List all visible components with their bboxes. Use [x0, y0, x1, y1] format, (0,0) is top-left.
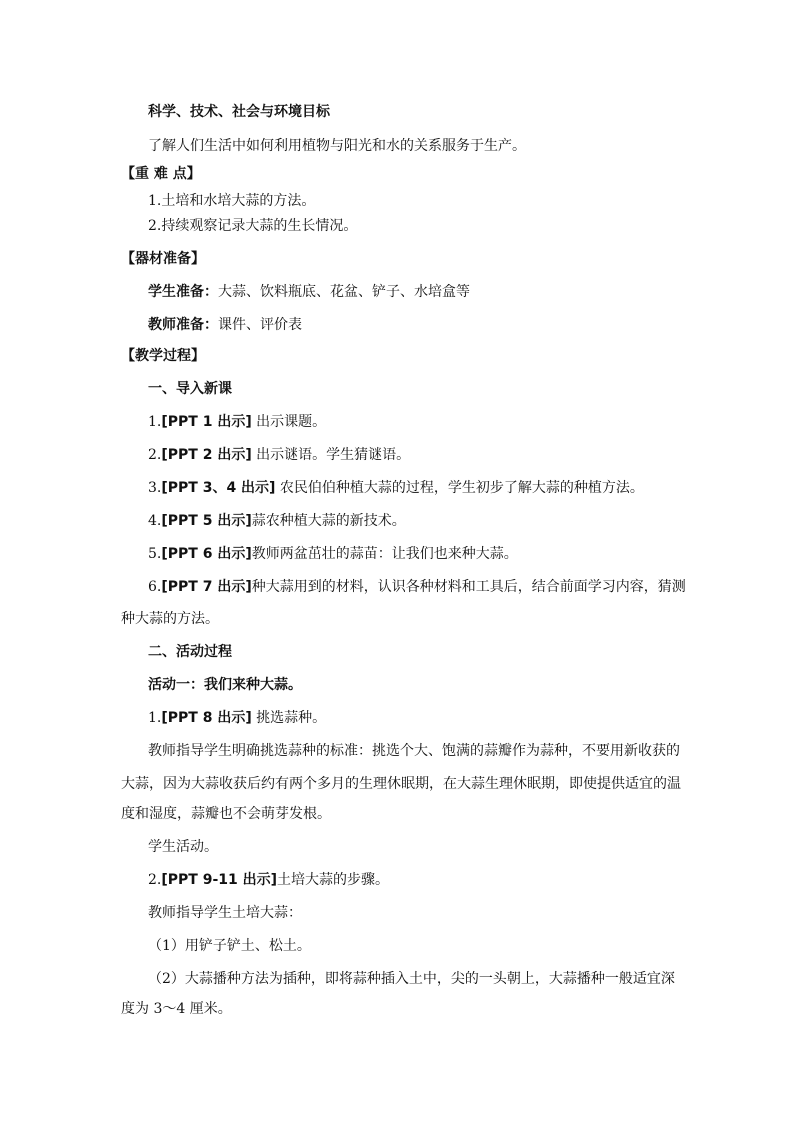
- student-materials: [148, 283, 470, 301]
- student-materials-label: 学生准备：: [148, 284, 218, 300]
- key-point-2: 2.持续观察记录大蒜的生长情况。: [148, 218, 358, 234]
- ppt-tag: [PPT 8 出示]: [161, 710, 252, 726]
- intro-item-num: 6.: [148, 579, 162, 595]
- ppt-tag: [PPT 1 出示]: [161, 414, 252, 430]
- activity1-step-2: [148, 871, 389, 889]
- step-text: 挑选蒜种。: [251, 710, 327, 726]
- activity1-title: 活动一：我们来种大蒜。: [148, 677, 302, 693]
- ppt-tag: [PPT 2 出示]: [161, 447, 252, 463]
- student-materials-text: 大蒜、饮料瓶底、花盆、铲子、水培盒等: [218, 284, 470, 300]
- intro-item-num: 1.: [148, 414, 162, 430]
- intro-item-5: [148, 545, 518, 563]
- intro-item-2: [148, 446, 410, 464]
- key-points-heading: 【重 难 点】: [121, 166, 201, 182]
- intro-item-text: 蒜农种植大蒜的新技术。: [251, 513, 406, 529]
- activity1-para-line-1: 教师指导学生明确挑选蒜种的标准：挑选个大、饱满的蒜瓣作为蒜种，不要用新收获的: [148, 743, 680, 759]
- step-num: 2.: [148, 872, 162, 888]
- intro-item-text: 农民伯伯种植大蒜的过程，学生初步了解大蒜的种植方法。: [275, 480, 644, 496]
- activity1-para-line-2: 大蒜，因为大蒜收获后约有两个多月的生理休眠期，在大蒜生理休眠期，即使提供适宜的温: [121, 776, 681, 792]
- intro-heading: 一、导入新课: [148, 381, 232, 397]
- substep-2-line-2: 度为 3～4 厘米。: [121, 1001, 232, 1017]
- intro-item-text: 种大蒜用到的材料，认识各种材料和工具后，结合前面学习内容，猜测: [251, 579, 686, 595]
- teacher-materials: [148, 316, 302, 334]
- teacher-materials-text: 课件、评价表: [218, 317, 302, 333]
- intro-item-num: 3.: [148, 480, 162, 496]
- ppt-tag: [PPT 5 出示]: [161, 513, 252, 529]
- intro-item-text: 出示谜语。学生猜谜语。: [251, 447, 411, 463]
- student-activity: 学生活动。: [148, 839, 218, 855]
- step-num: 1.: [148, 710, 162, 726]
- key-point-1: 1.土培和水培大蒜的方法。: [148, 193, 316, 209]
- intro-item-num: 4.: [148, 513, 162, 529]
- intro-item-num: 2.: [148, 447, 162, 463]
- materials-heading: 【器材准备】: [121, 251, 205, 267]
- substep-2-line-1: （2）大蒜播种方法为插种，即将蒜种插入土中，尖的一头朝上，大蒜播种一般适宜深: [148, 971, 675, 987]
- goal-text: 了解人们生活中如何利用植物与阳光和水的关系服务于生产。: [148, 138, 526, 154]
- process-heading: 【教学过程】: [121, 348, 205, 364]
- intro-item-num: 5.: [148, 546, 162, 562]
- step-text: 土培大蒜的步骤。: [277, 872, 390, 888]
- intro-item-4: [148, 512, 406, 530]
- intro-item-6-continued: 种大蒜的方法。: [121, 611, 219, 627]
- activity1-para-line-3: 度和湿度，蒜瓣也不会萌芽发根。: [121, 806, 331, 822]
- teacher-materials-label: 教师准备：: [148, 317, 218, 333]
- substep-1: （1）用铲子铲土、松土。: [148, 938, 311, 954]
- ppt-tag: [PPT 6 出示]: [161, 546, 252, 562]
- goal-heading: 科学、技术、社会与环境目标: [148, 104, 330, 120]
- ppt-tag: [PPT 7 出示]: [161, 579, 252, 595]
- intro-item-text: 出示课题。: [251, 414, 327, 430]
- intro-item-6: [148, 578, 686, 596]
- intro-item-text: 教师两盆茁壮的蒜苗：让我们也来种大蒜。: [251, 546, 518, 562]
- ppt-tag: [PPT 9-11 出示]: [161, 872, 278, 888]
- intro-item-3: [148, 479, 644, 497]
- ppt-tag: [PPT 3、4 出示]: [161, 480, 276, 496]
- teacher-guidance: 教师指导学生土培大蒜：: [148, 905, 302, 921]
- activity-heading: 二、活动过程: [148, 644, 232, 660]
- intro-item-1: [148, 413, 326, 431]
- activity1-step-1: [148, 709, 326, 727]
